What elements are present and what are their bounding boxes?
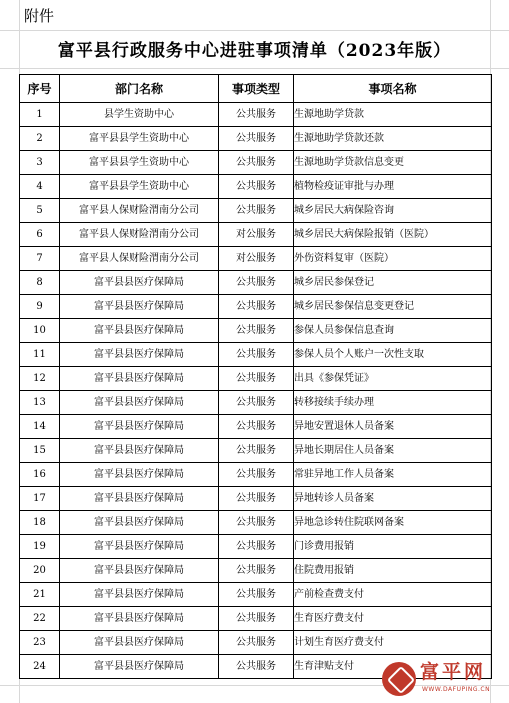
cell-department: 富平县人保财险渭南分公司: [60, 247, 219, 271]
cell-item-type: 公共服务: [219, 103, 294, 127]
cell-index: 9: [20, 295, 60, 319]
cell-index: 4: [20, 175, 60, 199]
watermark-site-url: WWW.DAFUPING.CN: [422, 686, 491, 693]
site-watermark: [382, 660, 506, 700]
cell-department: 富平县县医疗保障局: [60, 319, 219, 343]
cell-index: 10: [20, 319, 60, 343]
cell-item-name: 出具《参保凭证》: [294, 367, 492, 391]
cell-index: 2: [20, 127, 60, 151]
table-row: [20, 199, 492, 223]
cell-index: 14: [20, 415, 60, 439]
table-row: [20, 223, 492, 247]
cell-department: 富平县县医疗保障局: [60, 559, 219, 583]
cell-item-type: 公共服务: [219, 535, 294, 559]
cell-item-type: 公共服务: [219, 559, 294, 583]
table-row: [20, 535, 492, 559]
table-row: [20, 343, 492, 367]
table-row: [20, 127, 492, 151]
cell-department: 富平县县医疗保障局: [60, 367, 219, 391]
page-title: 富平县行政服务中心进驻事项清单（2023年版）: [57, 41, 452, 61]
cell-item-type: 公共服务: [219, 439, 294, 463]
cell-item-type: 公共服务: [219, 295, 294, 319]
cell-item-name: 城乡居民大病保险咨询: [294, 199, 492, 223]
cell-department: 富平县县医疗保障局: [60, 487, 219, 511]
table-row: [20, 487, 492, 511]
cell-item-name: 外伤资料复审（医院）: [294, 247, 492, 271]
cell-index: 3: [20, 151, 60, 175]
cell-item-name: 异地急诊转住院联网备案: [294, 511, 492, 535]
cell-department: 县学生资助中心: [60, 103, 219, 127]
cell-index: 13: [20, 391, 60, 415]
attachment-label: 附件: [24, 7, 55, 25]
cell-item-name: 异地安置退休人员备案: [294, 415, 492, 439]
table-row: [20, 511, 492, 535]
table-row: [20, 295, 492, 319]
cell-index: 21: [20, 583, 60, 607]
cell-index: 19: [20, 535, 60, 559]
cell-item-type: 公共服务: [219, 367, 294, 391]
table-body: [20, 103, 492, 679]
cell-item-name: 参保人员个人账户一次性支取: [294, 343, 492, 367]
cell-department: 富平县县医疗保障局: [60, 511, 219, 535]
cell-department: 富平县县医疗保障局: [60, 463, 219, 487]
table-row: [20, 559, 492, 583]
cell-index: 12: [20, 367, 60, 391]
cell-item-name: 城乡居民大病保险报销（医院）: [294, 223, 492, 247]
cell-item-name: 门诊费用报销: [294, 535, 492, 559]
cell-index: 7: [20, 247, 60, 271]
table-row: [20, 175, 492, 199]
cell-department: 富平县县医疗保障局: [60, 271, 219, 295]
cell-item-type: 公共服务: [219, 487, 294, 511]
cell-department: 富平县人保财险渭南分公司: [60, 199, 219, 223]
cell-item-name: 常驻异地工作人员备案: [294, 463, 492, 487]
cell-item-name: 城乡居民参保登记: [294, 271, 492, 295]
cell-department: 富平县县医疗保障局: [60, 439, 219, 463]
cell-item-type: 公共服务: [219, 271, 294, 295]
cell-item-name: 生源地助学贷款信息变更: [294, 151, 492, 175]
cell-department: 富平县县医疗保障局: [60, 535, 219, 559]
cell-item-type: 公共服务: [219, 127, 294, 151]
table-row: [20, 391, 492, 415]
cell-department: 富平县县医疗保障局: [60, 655, 219, 679]
column-header-index: 序号: [20, 75, 60, 103]
cell-item-name: 住院费用报销: [294, 559, 492, 583]
cell-department: 富平县县医疗保障局: [60, 343, 219, 367]
cell-item-type: 公共服务: [219, 463, 294, 487]
cell-item-type: 公共服务: [219, 343, 294, 367]
cell-item-type: 公共服务: [219, 199, 294, 223]
table-row: [20, 631, 492, 655]
cell-index: 15: [20, 439, 60, 463]
cell-department: 富平县人保财险渭南分公司: [60, 223, 219, 247]
cell-department: 富平县县学生资助中心: [60, 151, 219, 175]
cell-index: 22: [20, 607, 60, 631]
cell-department: 富平县县学生资助中心: [60, 175, 219, 199]
column-header-item-type: 事项类型: [219, 75, 294, 103]
cell-item-type: 公共服务: [219, 631, 294, 655]
table-row: [20, 415, 492, 439]
cell-department: 富平县县学生资助中心: [60, 127, 219, 151]
cell-department: 富平县县医疗保障局: [60, 391, 219, 415]
cell-item-name: 转移接续手续办理: [294, 391, 492, 415]
cell-item-type: 公共服务: [219, 151, 294, 175]
cell-item-name: 生源地助学贷款: [294, 103, 492, 127]
sheet-gridline: [0, 68, 509, 69]
column-header-item-name: 事项名称: [294, 75, 492, 103]
table-row: [20, 463, 492, 487]
table-row: [20, 319, 492, 343]
table-row: [20, 439, 492, 463]
cell-index: 6: [20, 223, 60, 247]
cell-item-type: 公共服务: [219, 583, 294, 607]
sheet-gridline: [0, 30, 509, 31]
table-row: [20, 583, 492, 607]
cell-item-type: 公共服务: [219, 607, 294, 631]
cell-index: 8: [20, 271, 60, 295]
cell-index: 1: [20, 103, 60, 127]
cell-department: 富平县县医疗保障局: [60, 415, 219, 439]
table-row: [20, 271, 492, 295]
cell-item-type: 公共服务: [219, 175, 294, 199]
cell-item-name: 城乡居民参保信息变更登记: [294, 295, 492, 319]
table-row: [20, 151, 492, 175]
table-row: [20, 103, 492, 127]
cell-item-name: 异地转诊人员备案: [294, 487, 492, 511]
cell-item-name: 参保人员参保信息查询: [294, 319, 492, 343]
cell-department: 富平县县医疗保障局: [60, 631, 219, 655]
cell-item-type: 对公服务: [219, 223, 294, 247]
cell-department: 富平县县医疗保障局: [60, 583, 219, 607]
cell-item-name: 生源地助学贷款还款: [294, 127, 492, 151]
cell-item-name: 生育医疗费支付: [294, 607, 492, 631]
cell-item-type: 公共服务: [219, 655, 294, 679]
cell-item-name: 产前检查费支付: [294, 583, 492, 607]
cell-index: 23: [20, 631, 60, 655]
table-header-row: [20, 75, 492, 103]
cell-item-name: 计划生育医疗费支付: [294, 631, 492, 655]
cell-department: 富平县县医疗保障局: [60, 295, 219, 319]
cell-item-type: 公共服务: [219, 391, 294, 415]
table-row: [20, 607, 492, 631]
cell-item-type: 对公服务: [219, 247, 294, 271]
column-header-department: 部门名称: [60, 75, 219, 103]
cell-item-type: 公共服务: [219, 415, 294, 439]
cell-index: 17: [20, 487, 60, 511]
cell-item-name: 植物检疫证审批与办理: [294, 175, 492, 199]
cell-department: 富平县县医疗保障局: [60, 607, 219, 631]
cell-item-name: 生育津贴支付: [294, 655, 492, 679]
watermark-logo-icon: [382, 662, 416, 696]
cell-index: 24: [20, 655, 60, 679]
cell-item-name: 异地长期居住人员备案: [294, 439, 492, 463]
table-row: [20, 367, 492, 391]
service-items-table: [19, 74, 492, 679]
cell-item-type: 公共服务: [219, 511, 294, 535]
cell-item-type: 公共服务: [219, 319, 294, 343]
cell-index: 18: [20, 511, 60, 535]
table-row: [20, 247, 492, 271]
cell-index: 20: [20, 559, 60, 583]
cell-index: 5: [20, 199, 60, 223]
watermark-site-name: 富平网: [420, 661, 487, 683]
cell-index: 16: [20, 463, 60, 487]
cell-index: 11: [20, 343, 60, 367]
